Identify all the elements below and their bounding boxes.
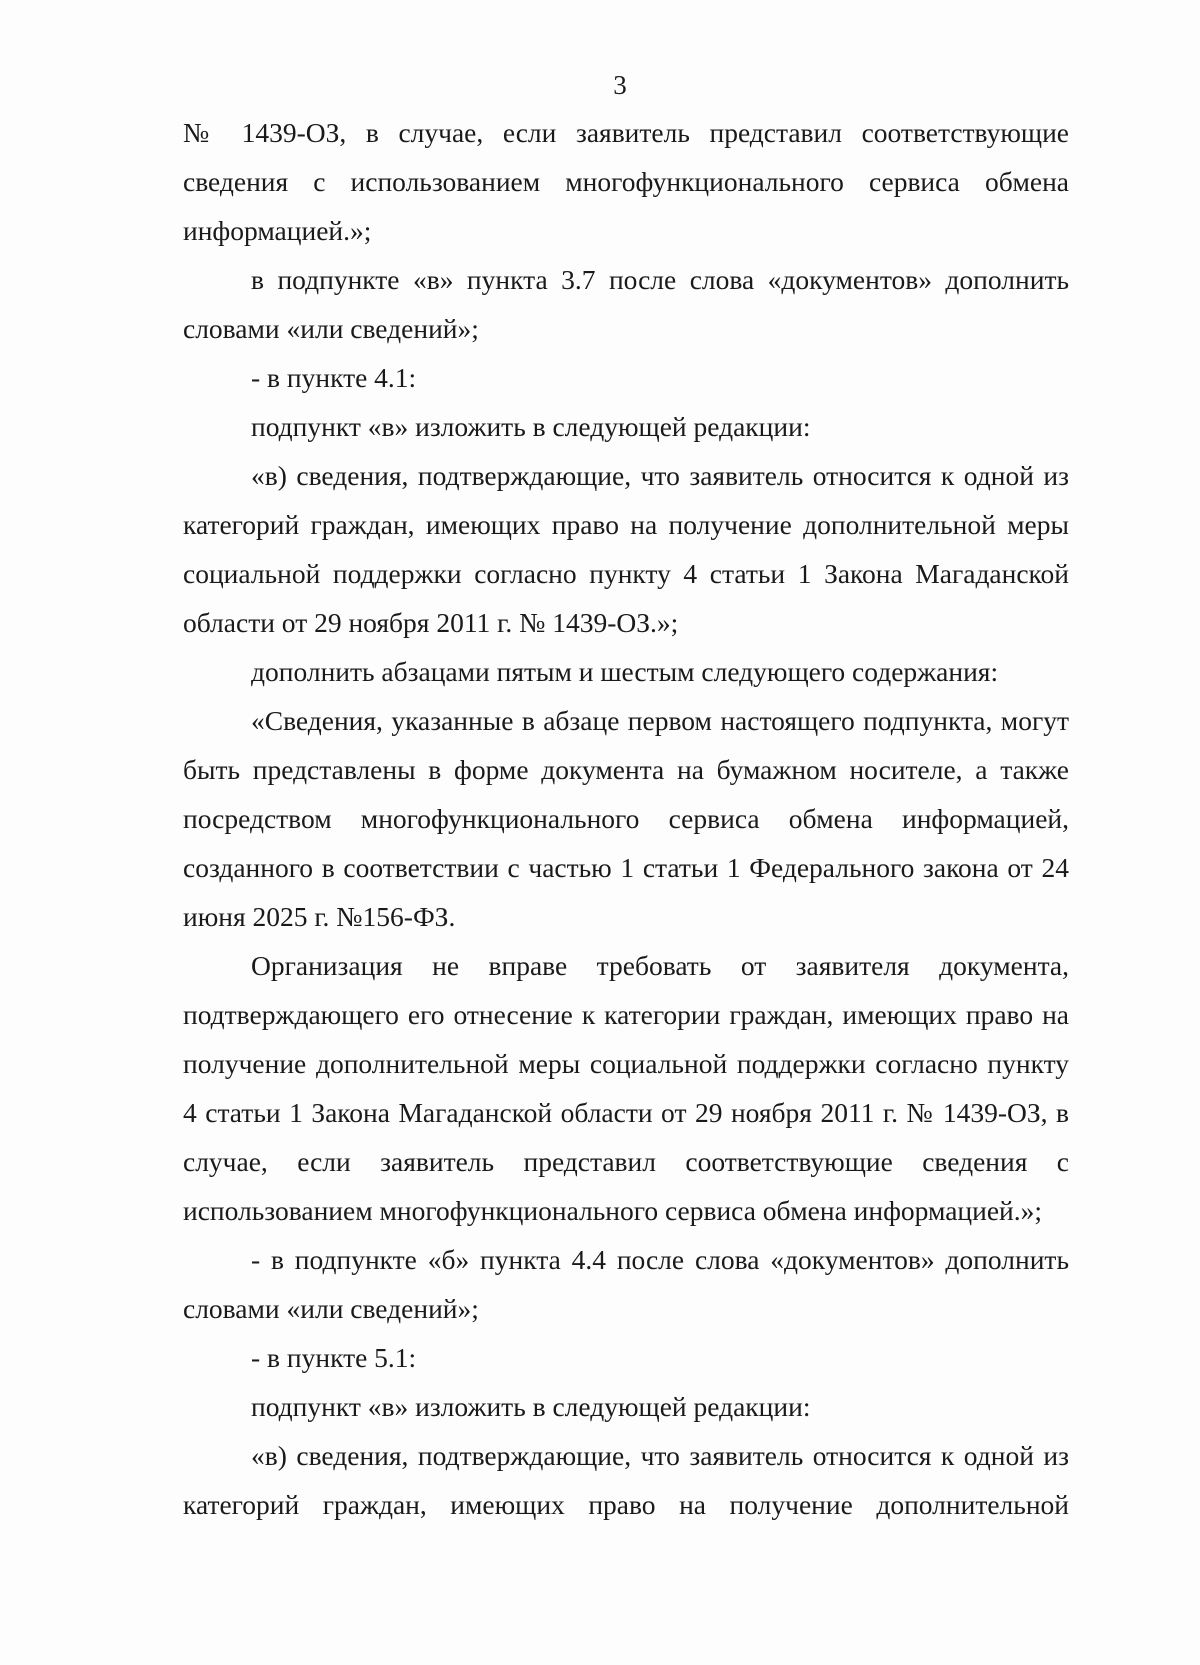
paragraph: «в) сведения, подтверждающие, что заявитель относится к одной из категорий граждан, имеющих право на получение дополнительной меры социальной поддержки согласно пункту 4 статьи 1 Закона Магаданской области от 29 ноября 2011 г. № 1439-ОЗ.»; <box>183 460 1069 638</box>
paragraph: Организация не вправе требовать от заявителя документа, подтверждающего его отнесение к категории граждан, имеющих право на получение дополнительной меры социальной поддержки согласно пункту 4 статьи 1 Закона Магаданской области от 29 ноября 2011 г. № 1439-ОЗ, в случае, если заявитель представил соответствующие сведения с использованием многофункционального сервиса обмена информацией.»; <box>183 950 1069 1226</box>
paragraph: в подпункте «в» пункта 3.7 после слова «документов» дополнить словами «или сведений»; <box>183 264 1069 344</box>
paragraph: подпункт «в» изложить в следующей редакции: <box>251 1391 811 1422</box>
paragraph: дополнить абзацами пятым и шестым следующего содержания: <box>251 656 999 687</box>
paragraph: - в пункте 5.1: <box>251 1342 417 1373</box>
paragraph: «Сведения, указанные в абзаце первом настоящего подпункта, могут быть представлены в форме документа на бумажном носителе, а также посредством многофункционального сервиса обмена информацией, созданного в соответствии с частью 1 статьи 1 Федерального закона от 24 июня 2025 г. №156-ФЗ. <box>183 705 1069 932</box>
paragraph: «в) сведения, подтверждающие, что заявитель относится к одной из категорий граждан, имеющих право на получение дополнительной <box>183 1440 1069 1520</box>
document-body <box>183 108 1069 1529</box>
paragraph: подпункт «в» изложить в следующей редакции: <box>251 411 811 442</box>
page-number: 3 <box>613 70 627 100</box>
paragraph: № 1439-ОЗ, в случае, если заявитель представил соответствующие сведения с использованием многофункционального сервиса обмена информацией.»; <box>183 117 1069 246</box>
paragraph: - в подпункте «б» пункта 4.4 после слова «документов» дополнить словами «или сведений»; <box>183 1244 1069 1324</box>
paragraph: - в пункте 4.1: <box>251 362 417 393</box>
